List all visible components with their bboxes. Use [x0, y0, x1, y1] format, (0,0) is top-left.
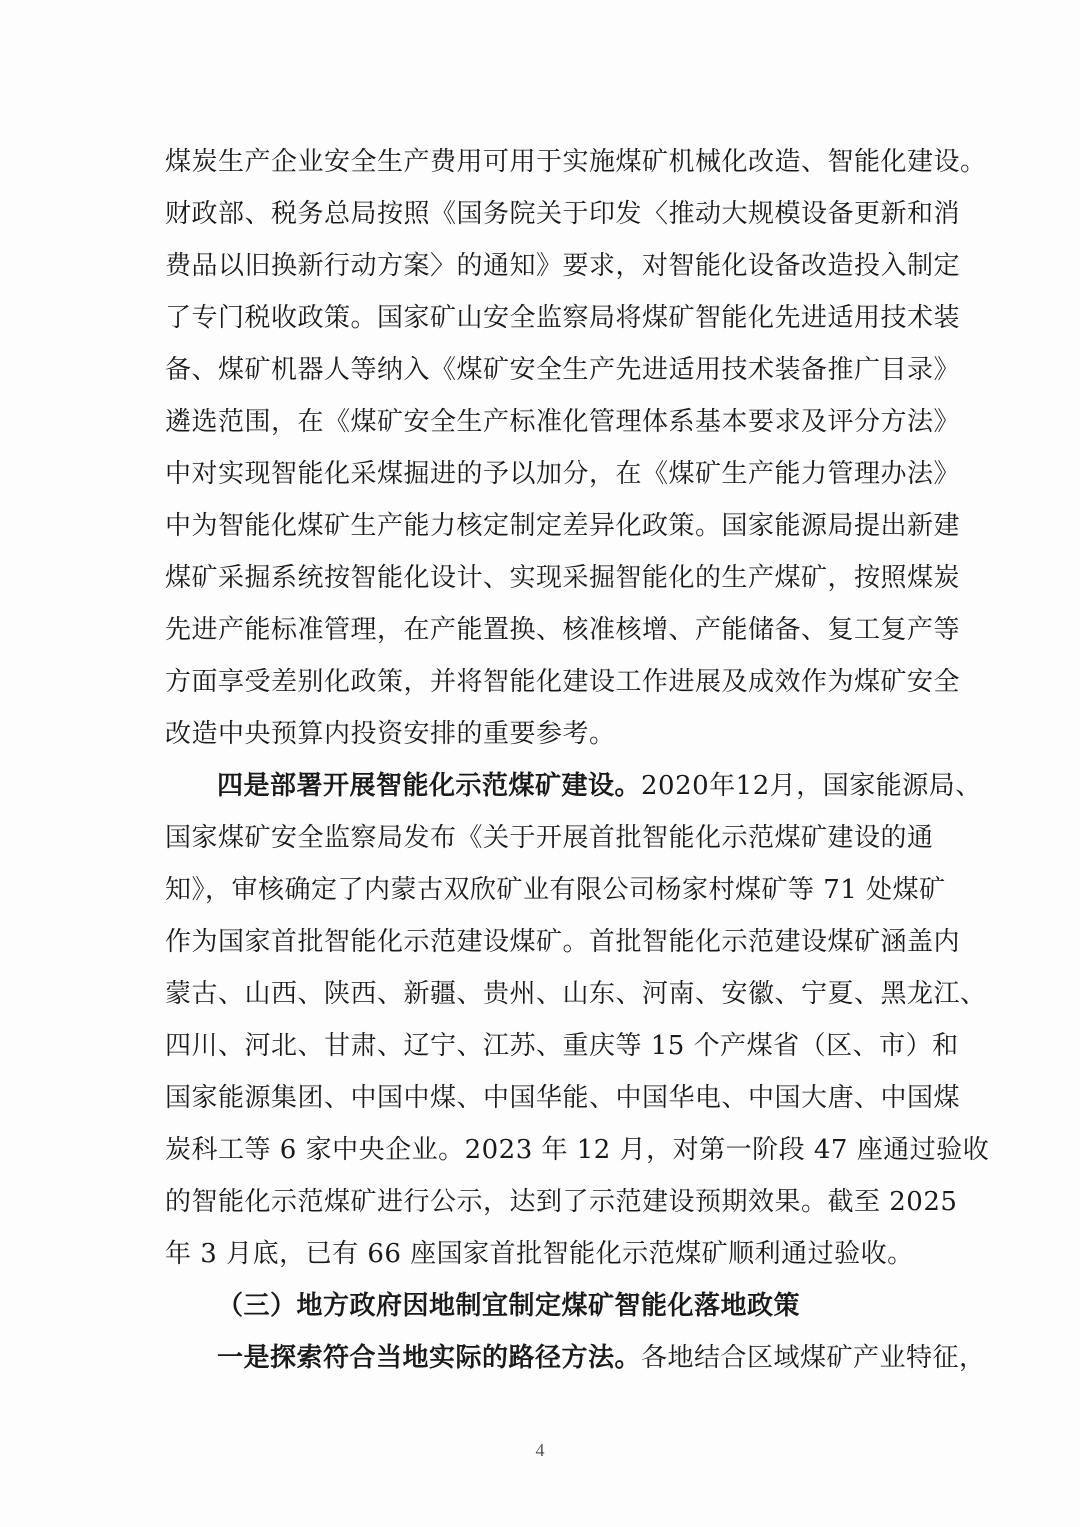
paragraph-line: 中对实现智能化采煤掘进的予以加分，在《煤矿生产能力管理办法》: [165, 459, 961, 489]
section4-first-line-rest: 2020年12月，国家能源局、: [641, 771, 982, 801]
paragraph-line: 四川、河北、甘肃、辽宁、江苏、重庆等 15 个产煤省（区、市）和: [165, 1031, 959, 1061]
paragraph-line: 了专门税收政策。国家矿山安全监察局将煤矿智能化先进适用技术装: [165, 303, 961, 333]
subsection-title: （三）地方政府因地制宜制定煤矿智能化落地政策: [217, 1291, 801, 1321]
paragraph-line: 费品以旧换新行动方案〉的通知》要求，对智能化设备改造投入制定: [165, 251, 961, 281]
paragraph-line: 蒙古、山西、陕西、新疆、贵州、山东、河南、安徽、宁夏、黑龙江、: [165, 979, 987, 1009]
paragraph-line: 备、煤矿机器人等纳入《煤矿安全生产先进适用技术装备推广目录》: [165, 355, 961, 385]
paragraph-line: 改造中央预算内投资安排的重要参考。: [165, 719, 616, 749]
paragraph-line: 财政部、税务总局按照《国务院关于印发〈推动大规模设备更新和消: [165, 199, 961, 229]
section4-heading: 四是部署开展智能化示范煤矿建设。: [217, 771, 642, 801]
paragraph-line: 年 3 月底，已有 66 座国家首批智能化示范煤矿顺利通过验收。: [165, 1239, 914, 1269]
section1-heading: 一是探索符合当地实际的路径方法。: [217, 1343, 642, 1373]
page-number: 4: [535, 1440, 545, 1460]
paragraph-line: 国家能源集团、中国中煤、中国华能、中国华电、中国大唐、中国煤: [165, 1083, 961, 1113]
paragraph-line: 先进产能标准管理，在产能置换、核准核增、产能储备、复工复产等: [165, 615, 961, 645]
paragraph-line: 方面享受差别化政策，并将智能化建设工作进展及成效作为煤矿安全: [165, 667, 961, 697]
paragraph-line: 炭科工等 6 家中央企业。2023 年 12 月，对第一阶段 47 座通过验收: [165, 1135, 990, 1165]
section1-first-line: [217, 1333, 986, 1383]
paragraph-line: 作为国家首批智能化示范建设煤矿。首批智能化示范建设煤矿涵盖内: [165, 927, 961, 957]
paragraph-line: 遴选范围，在《煤矿安全生产标准化管理体系基本要求及评分方法》: [165, 407, 961, 437]
paragraph-line: 知》，审核确定了内蒙古双欣矿业有限公司杨家村煤矿等 71 处煤矿: [165, 875, 946, 905]
paragraph-line: 的智能化示范煤矿进行公示，达到了示范建设预期效果。截至 2025: [165, 1187, 958, 1217]
paragraph-line: 煤矿采掘系统按智能化设计、实现采掘智能化的生产煤矿，按照煤炭: [165, 563, 961, 593]
section4-first-line: [217, 761, 982, 811]
paragraph-line: 国家煤矿安全监察局发布《关于开展首批智能化示范煤矿建设的通: [165, 823, 934, 853]
paragraph-line: 中为智能化煤矿生产能力核定制定差异化政策。国家能源局提出新建: [165, 511, 961, 541]
paragraph-line: 煤炭生产企业安全生产费用可用于实施煤矿机械化改造、智能化建设。: [165, 147, 987, 177]
section1-rest: 各地结合区域煤矿产业特征，: [641, 1343, 986, 1373]
